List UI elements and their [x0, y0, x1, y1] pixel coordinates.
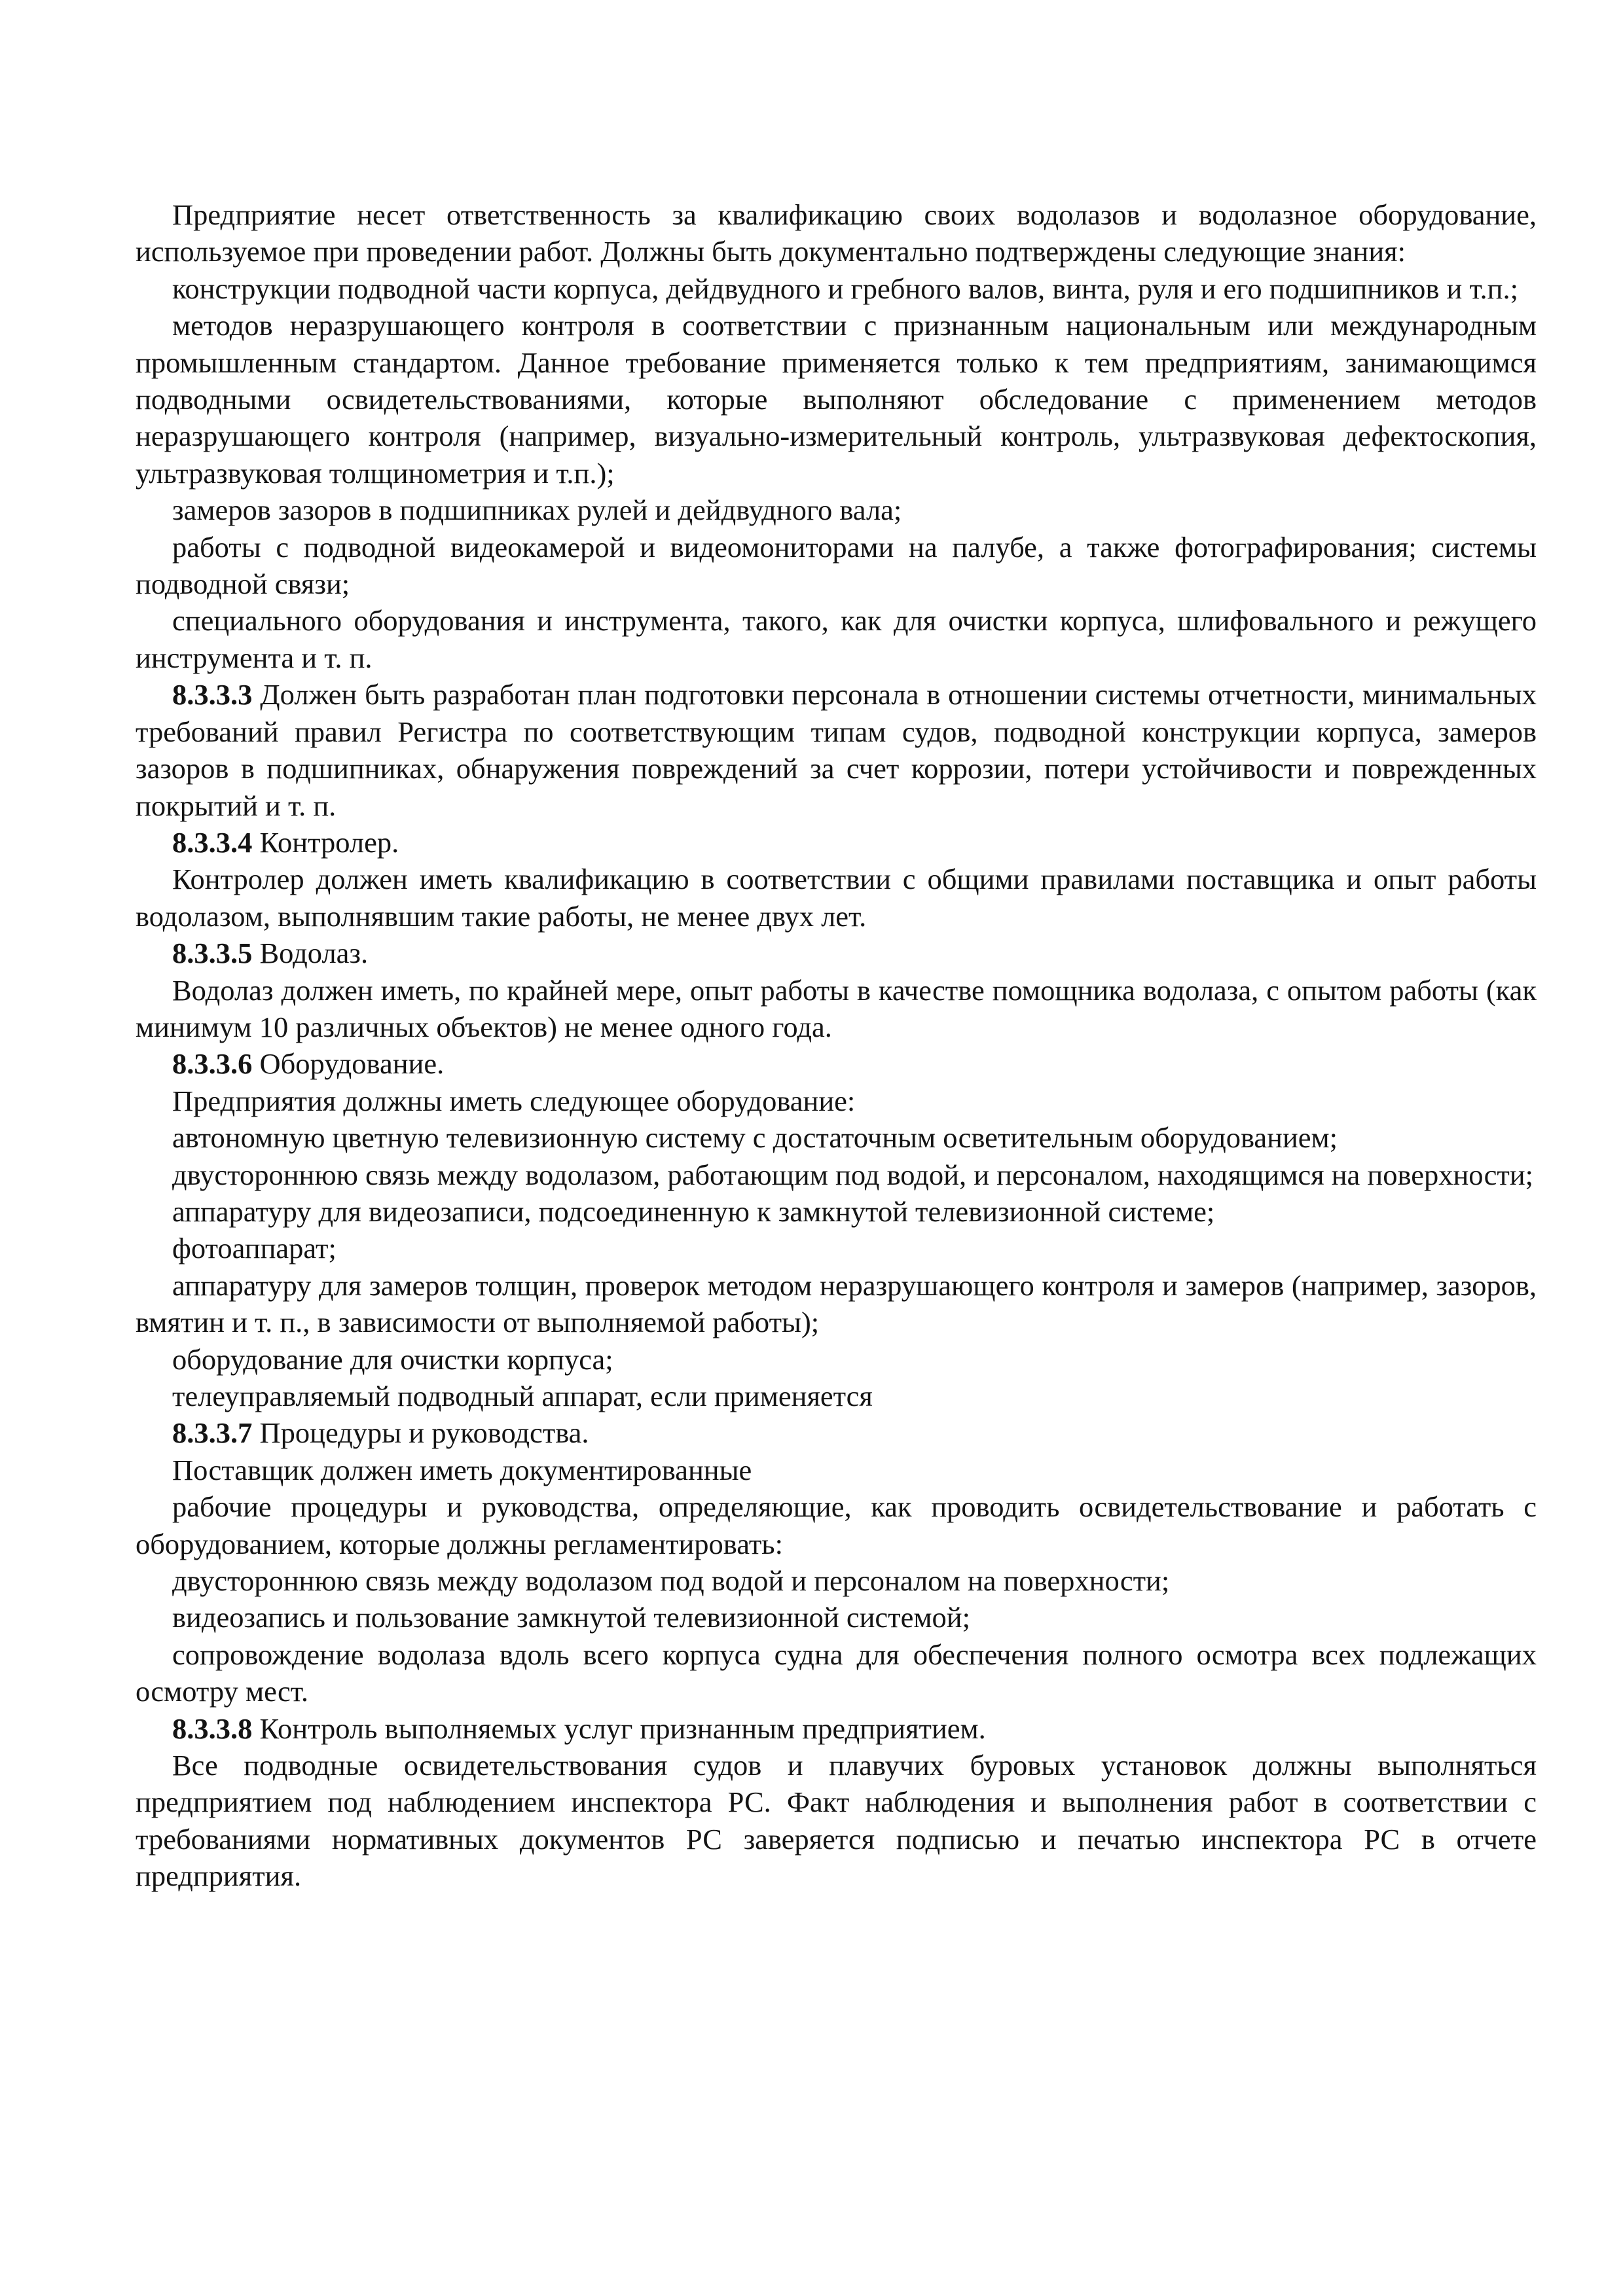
- list-item: телеуправляемый подводный аппарат, если применяется: [172, 1380, 873, 1412]
- paragraph: рабочие процедуры и руководства, определяющие, как проводить освидетельствование и работать с оборудованием, которые должны регламентировать:: [136, 1490, 1537, 1560]
- section-8-3-3-4-heading: 8.3.3.4 Контролер.: [172, 825, 399, 859]
- document-body: [136, 196, 1537, 1895]
- section-number: 8.3.3.3: [172, 678, 253, 711]
- list-item: фотоаппарат;: [172, 1232, 337, 1265]
- list-item: двустороннюю связь между водолазом, работающим под водой, и персоналом, находящимся на поверхности;: [172, 1158, 1534, 1191]
- list-item: сопровождение водолаза вдоль всего корпуса судна для обеспечения полного осмотра всех подлежащих осмотру мест.: [136, 1638, 1537, 1708]
- paragraph: Водолаз должен иметь, по крайней мере, опыт работы в качестве помощника водолаза, с опытом работы (как минимум 10 различных объектов) не менее одного года.: [136, 973, 1537, 1043]
- paragraph: конструкции подводной части корпуса, дейдвудного и гребного валов, винта, руля и его подшипников и т.п.;: [172, 272, 1518, 305]
- section-number: 8.3.3.7: [172, 1416, 253, 1450]
- paragraph: Поставщик должен иметь документированные: [172, 1453, 752, 1486]
- list-item: оборудование для очистки корпуса;: [172, 1342, 613, 1376]
- section-8-3-3-6-heading: 8.3.3.6 Оборудование.: [172, 1047, 445, 1081]
- section-8-3-3-3: 8.3.3.3 Должен быть разработан план подготовки персонала в отношении системы отчетности, минимальных требований правил Регистра по соответствующим типам судов, подводной конструкции корпуса, замеров зазоров в подшипниках, обнаружения повреждений за счет коррозии, потери устойчивости и поврежденных покрытий и т. п.: [136, 678, 1537, 822]
- list-item: видеозапись и пользование замкнутой телевизионной системой;: [172, 1601, 970, 1634]
- list-item: автономную цветную телевизионную систему с достаточным осветительным оборудованием;: [172, 1121, 1338, 1155]
- paragraph: Предприятие несет ответственность за квалификацию своих водолазов и водолазное оборудование, используемое при проведении работ. Должны быть документально подтверждены следующие знания:: [136, 198, 1537, 268]
- paragraph: Все подводные освидетельствования судов и плавучих буровых установок должны выполняться предприятием под наблюдением инспектора РС. Факт наблюдения и выполнения работ в соответствии с требованиями нормативных документов РС заверяется подписью и печатью инспектора РС в отчете предприятия.: [136, 1749, 1537, 1893]
- section-8-3-3-5-heading: 8.3.3.5 Водолаз.: [172, 937, 369, 970]
- section-number: 8.3.3.5: [172, 937, 253, 970]
- list-item: аппаратуру для замеров толщин, проверок методом неразрушающего контроля и замеров (например, зазоров, вмятин и т. п., в зависимости от выполняемой работы);: [136, 1268, 1537, 1339]
- list-item: двустороннюю связь между водолазом под водой и персоналом на поверхности;: [172, 1564, 1170, 1598]
- paragraph: Предприятия должны иметь следующее оборудование:: [172, 1084, 856, 1117]
- list-item: аппаратуру для видеозаписи, подсоединенную к замкнутой телевизионной системе;: [172, 1194, 1215, 1228]
- paragraph: специального оборудования и инструмента, такого, как для очистки корпуса, шлифовального и режущего инструмента и т. п.: [136, 604, 1537, 674]
- section-8-3-3-8-heading: 8.3.3.8 Контроль выполняемых услуг признанным предприятием.: [172, 1712, 986, 1745]
- section-number: 8.3.3.8: [172, 1712, 253, 1745]
- section-8-3-3-7-heading: 8.3.3.7 Процедуры и руководства.: [172, 1416, 589, 1450]
- paragraph: замеров зазоров в подшипниках рулей и дейдвудного вала;: [172, 493, 902, 527]
- paragraph: Контролер должен иметь квалификацию в соответствии с общими правилами поставщика и опыт работы водолазом, выполнявшим такие работы, не менее двух лет.: [136, 863, 1537, 933]
- paragraph: методов неразрушающего контроля в соответствии с признанным национальным или международным промышленным стандартом. Данное требование применяется только к тем предприятиям, занимающимся подводными освидетельствованиями, которые выполняют обследование с применением методов неразрушающего контроля (например, визуально-измерительный контроль, ультразвуковая дефектоскопия, ультразвуковая толщинометрия и т.п.);: [136, 309, 1537, 490]
- section-number: 8.3.3.6: [172, 1047, 253, 1081]
- section-number: 8.3.3.4: [172, 825, 253, 859]
- paragraph: работы с подводной видеокамерой и видеомониторами на палубе, а также фотографирования; системы подводной связи;: [136, 530, 1537, 601]
